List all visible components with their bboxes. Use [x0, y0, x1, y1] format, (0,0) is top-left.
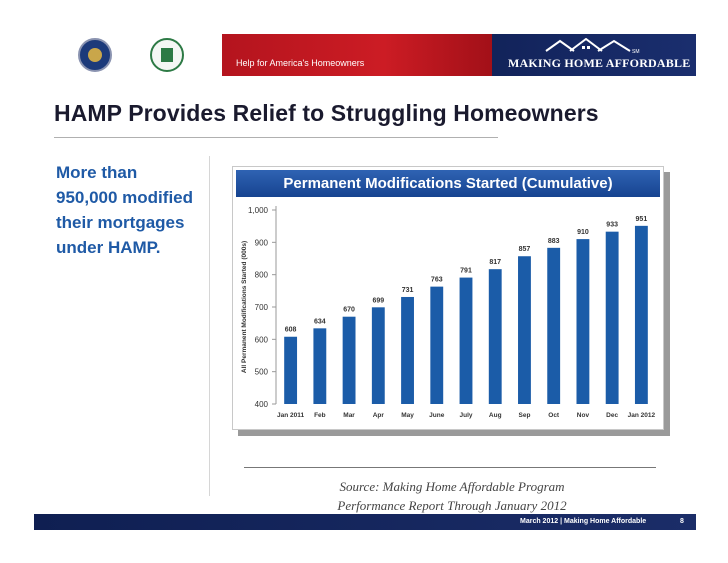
- bar: [401, 297, 414, 404]
- x-tick-label: Aug: [488, 412, 502, 419]
- slide-title: HAMP Provides Relief to Struggling Homeowners: [54, 100, 599, 126]
- bar-chart: [232, 166, 664, 430]
- house-roofs-icon: [544, 38, 636, 52]
- y-axis-label: All Permanent Modifications Started (000s): [241, 240, 248, 374]
- x-tick-label: July: [459, 412, 473, 419]
- bar: [313, 328, 326, 404]
- source-line-1: Source: Making Home Affordable Program: [339, 479, 565, 494]
- x-tick-label: Jan 2012: [627, 412, 656, 419]
- bar: [518, 256, 531, 404]
- data-label: 883: [547, 237, 560, 245]
- y-tick-label: 1,000: [247, 206, 268, 215]
- bar: [284, 337, 297, 404]
- bar: [430, 287, 443, 404]
- footer-text: March 2012 | Making Home Affordable: [520, 518, 647, 525]
- bar: [343, 317, 356, 404]
- x-tick-label: Nov: [576, 412, 590, 419]
- trademark-mark: SM: [632, 49, 640, 55]
- y-tick-label: 600: [254, 335, 268, 345]
- data-label: 857: [518, 246, 531, 254]
- header-red-band: [222, 34, 492, 76]
- highlight-text: More than 950,000 modified their mortgages under HAMP.: [56, 163, 194, 257]
- data-label: 951: [635, 215, 648, 223]
- bar: [606, 232, 619, 404]
- hud-seal-logo: [150, 38, 184, 72]
- data-label: 817: [489, 259, 502, 267]
- bar: [547, 248, 560, 404]
- title-divider: [54, 137, 498, 138]
- bar: [372, 307, 385, 404]
- x-tick-label: Mar: [343, 412, 355, 419]
- y-tick-label: 400: [254, 400, 268, 409]
- data-label: 634: [314, 318, 326, 326]
- y-tick-label: 700: [254, 303, 268, 312]
- data-label: 763: [430, 276, 443, 284]
- x-tick-label: Sep: [518, 412, 531, 419]
- x-tick-label: May: [401, 412, 414, 419]
- page-number: 8: [680, 518, 684, 525]
- x-tick-label: Feb: [314, 412, 326, 419]
- y-tick-label: 800: [254, 270, 268, 280]
- data-label: 608: [284, 326, 297, 334]
- source-line-2: Performance Report Through January 2012: [337, 498, 567, 513]
- bar: [576, 239, 589, 404]
- data-label: 791: [460, 267, 472, 275]
- y-tick-label: 500: [254, 367, 268, 377]
- chart-title: Permanent Modifications Started (Cumulative): [283, 175, 613, 192]
- brand-wordmark: MAKING HOME AFFORDABLE: [508, 56, 691, 70]
- x-tick-label: Jan 2011: [277, 412, 305, 419]
- bar: [489, 269, 502, 404]
- header-tagline: Help for America's Homeowners: [236, 58, 365, 68]
- treasury-seal-logo: [78, 38, 112, 72]
- data-label: 670: [343, 306, 355, 314]
- bar: [460, 278, 473, 404]
- data-label: 910: [577, 229, 589, 237]
- source-divider: [244, 467, 656, 468]
- y-tick-label: 900: [254, 238, 268, 248]
- x-tick-label: Oct: [548, 412, 560, 419]
- x-tick-label: Apr: [372, 412, 384, 419]
- bar: [635, 226, 648, 404]
- data-label: 699: [372, 297, 385, 305]
- vertical-divider: [209, 156, 210, 496]
- x-tick-label: June: [429, 412, 445, 419]
- data-label: 933: [606, 221, 618, 229]
- source-note: [262, 477, 642, 515]
- x-tick-label: Dec: [606, 412, 619, 419]
- data-label: 731: [401, 286, 414, 294]
